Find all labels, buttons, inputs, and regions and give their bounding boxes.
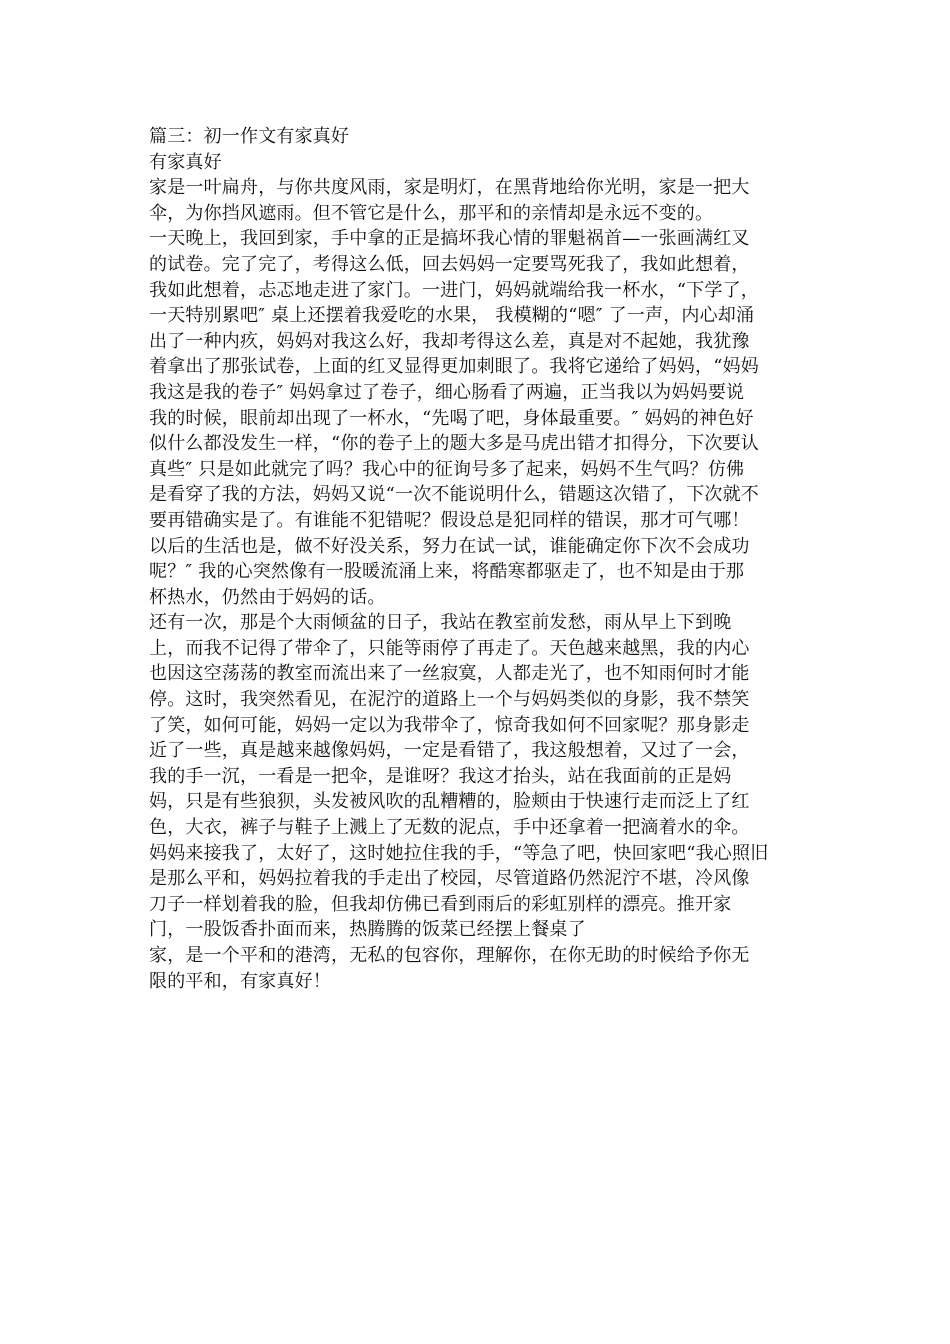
paragraph-line: 真些″ 只是如此就完了吗？我心中的征询号多了起来，妈妈不生气吗？仿佛 xyxy=(149,458,745,480)
paragraph-line: 了笑，如何可能，妈妈一定以为我带伞了，惊奇我如何不回家呢？那身影走 xyxy=(149,714,750,736)
paragraph-line: 也因这空荡荡的教室而流出来了一丝寂寞，人都走光了，也不知雨何时才能 xyxy=(149,663,750,685)
paragraph-line: 呢？″ 我的心突然像有一股暖流涌上来，将酷寒都驱走了，也不知是由于那 xyxy=(149,561,745,583)
paragraph-line: 色，大衣，裤子与鞋子上溅上了无数的泥点，手中还拿着一把滴着水的伞。 xyxy=(149,817,750,839)
paragraph-line: 伞，为你挡风遮雨。但不管它是什么，那平和的亲情却是永远不变的。 xyxy=(149,202,714,224)
paragraph-line: 是看穿了我的方法，妈妈又说“一次不能说明什么，错题这次错了，下次就不 xyxy=(149,484,759,506)
paragraph-line: 出了一种内疚，妈妈对我这么好，我却考得这么差，真是对不起她，我犹豫 xyxy=(149,330,750,352)
paragraph-line: 要再错确实是了。有谁能不犯错呢？假设总是犯同样的错误，那才可气哪！ xyxy=(149,509,750,531)
paragraph-line: 家是一叶扁舟，与你共度风雨，家是明灯，在黑背地给你光明，家是一把大 xyxy=(149,177,750,199)
paragraph-line: 是那么平和，妈妈拉着我的手走出了校园，尽管道路仍然泥泞不堪，冷风像 xyxy=(149,868,750,890)
paragraph-line: 我如此想着，忐忑地走进了家门。一进门，妈妈就端给我一杯水，“下学了， xyxy=(149,279,759,301)
paragraph-line: 一天晚上，我回到家，手中拿的正是搞坏我心情的罪魁祸首—一张画满红叉 xyxy=(149,228,750,250)
paragraph-line: 妈，只是有些狼狈，头发被风吹的乱糟糟的，脸颊由于快速行走而泛上了红 xyxy=(149,791,750,813)
paragraph-line: 近了一些，真是越来越像妈妈，一定是看错了，我这般想着，又过了一会， xyxy=(149,740,750,762)
paragraph-line: 刀子一样划着我的脸，但我却仿佛已看到雨后的彩虹别样的漂亮。推开家 xyxy=(149,893,732,915)
essay-body xyxy=(149,175,801,994)
paragraph-line: 似什么都没发生一样，“你的卷子上的题大多是马虎出错才扣得分，下次要认 xyxy=(149,433,759,455)
paragraph-line: 家，是一个平和的港湾，无私的包容你，理解你，在你无助的时候给予你无 xyxy=(149,945,750,966)
section-heading: 篇三：初一作文有家真好 xyxy=(149,126,350,147)
paragraph-line: 妈妈来接我了，太好了，这时她拉住我的手，“等急了吧，快回家吧“我心照旧 xyxy=(149,842,769,864)
paragraph-line: 我的手一沉，一看是一把伞，是谁呀？我这才抬头，站在我面前的正是妈 xyxy=(149,765,732,787)
essay-title: 有家真好 xyxy=(149,151,222,173)
essay-text xyxy=(149,124,801,994)
paragraph-line: 的试卷。完了完了，考得这么低，回去妈妈一定要骂死我了，我如此想着， xyxy=(149,253,750,275)
paragraph-line: 以后的生活也是，做不好没关系，努力在试一试，谁能确定你下次不会成功 xyxy=(149,535,750,557)
paragraph-line: 限的平和，有家真好！ xyxy=(149,970,331,992)
paragraph-line: 还有一次，那是个大雨倾盆的日子，我站在教室前发愁，雨从早上下到晚 xyxy=(149,612,732,634)
paragraph-line: 上，而我不记得了带伞了，只能等雨停了再走了。天色越来越黑，我的内心 xyxy=(149,637,750,659)
paragraph-line: 我这是我的卷子″ 妈妈拿过了卷子，细心肠看了两遍，正当我以为妈妈要说 xyxy=(149,381,745,403)
paragraph-line: 停。这时，我突然看见，在泥泞的道路上一个与妈妈类似的身影，我不禁笑 xyxy=(149,689,750,711)
paragraph-line: 着拿出了那张试卷，上面的红叉显得更加刺眼了。我将它递给了妈妈，“妈妈 xyxy=(149,356,759,378)
paragraph-line: 我的时候，眼前却出现了一杯水，“先喝了吧，身体最重要。″ 妈妈的神色好 xyxy=(149,407,754,429)
paragraph-line: 门，一股饭香扑面而来，热腾腾的饭菜已经摆上餐桌了 xyxy=(149,919,586,941)
paragraph-line: 一天特别累吧″ 桌上还摆着我爱吃的水果， 我模糊的“嗯″ 了一声，内心却涌 xyxy=(149,305,755,327)
paragraph-line: 杯热水，仍然由于妈妈的话。 xyxy=(149,586,386,608)
